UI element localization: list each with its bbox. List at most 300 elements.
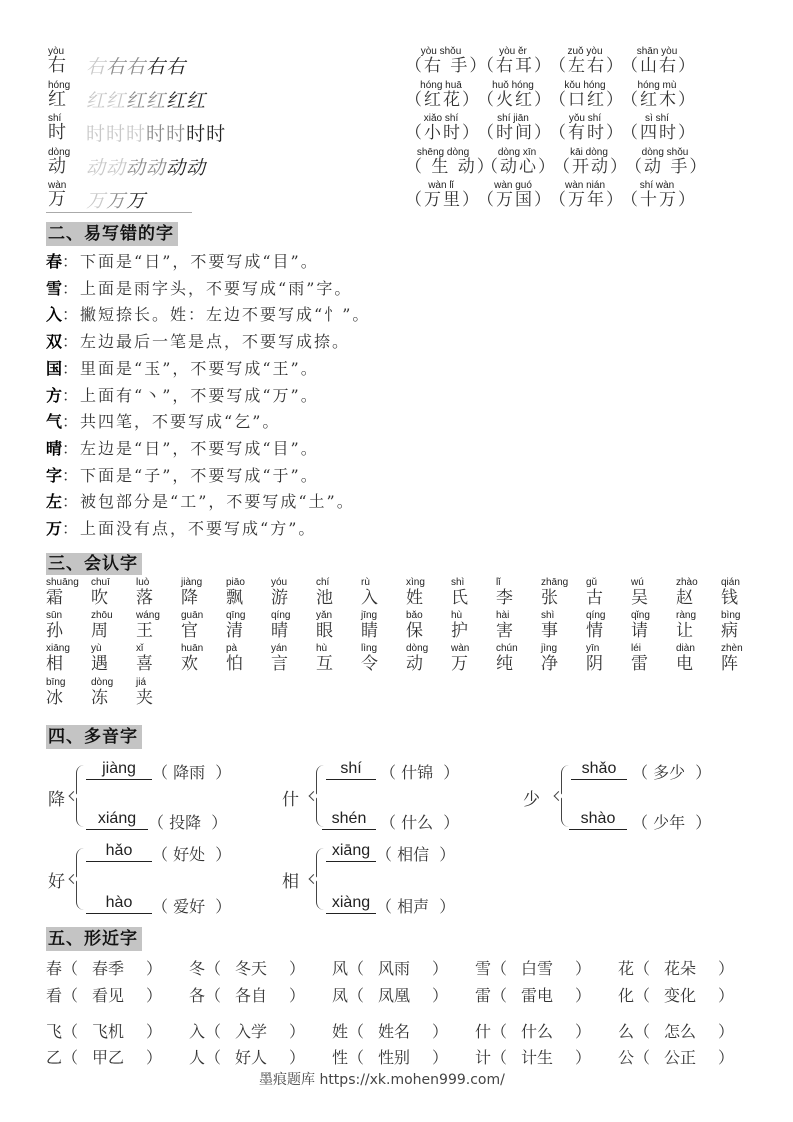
paren-open: （: [62, 1048, 79, 1067]
rule-text: ：上面有“丶”，不要写成“万”。: [62, 386, 319, 405]
word-item: [405, 46, 489, 76]
char-pinyin: rù: [361, 577, 370, 588]
char-pinyin: yán: [271, 643, 288, 654]
similar-char-item: [189, 983, 305, 1006]
paren-open: （: [491, 1022, 508, 1041]
example-word: （ 相声 ）: [376, 897, 456, 916]
paren-open: （: [348, 1048, 365, 1067]
char-pinyin: zhèn: [721, 643, 743, 654]
word-text: （火红）: [477, 90, 553, 110]
char-pinyin: shuāng: [46, 577, 79, 588]
rule-item: [46, 409, 280, 435]
word-item: [477, 180, 553, 210]
char-hanzi: 冻: [91, 688, 108, 708]
recognize-char-item: [541, 611, 581, 640]
word-item: [625, 147, 709, 177]
paren-open: （: [491, 959, 508, 978]
recognize-char-item: [181, 578, 221, 607]
char-pinyin: pà: [226, 643, 238, 654]
example-word: 怎么: [664, 1022, 697, 1041]
char-pinyin: hù: [316, 643, 328, 654]
word-text: （有时）: [549, 123, 625, 143]
word-item: [621, 46, 697, 76]
recognize-char-item: [316, 578, 356, 607]
rule-char: 晴: [46, 439, 63, 458]
recognize-char-item: [406, 578, 446, 607]
word-item: [549, 180, 625, 210]
section-title-easy-mistakes: 二、易写错的字: [46, 222, 178, 246]
word-pinyin: hóng huā: [420, 80, 462, 91]
word-item: [481, 147, 557, 177]
paren-open: （: [634, 1022, 651, 1041]
paren-open: （: [348, 1022, 365, 1041]
char-hanzi: 保: [406, 621, 423, 641]
char-pinyin: diàn: [676, 643, 695, 654]
recognize-char-item: [676, 644, 716, 673]
stroke-step: 动: [166, 157, 187, 179]
recognize-char-item: [226, 611, 266, 640]
stroke-step: 时: [186, 123, 207, 145]
word-pinyin: yòu ěr: [499, 46, 527, 57]
paren-close: ）: [146, 1022, 163, 1041]
char-hanzi: 眼: [316, 621, 333, 641]
word-pinyin: hóng mù: [637, 80, 677, 91]
recognize-char-item: [541, 644, 581, 673]
similar-char: 冬: [189, 959, 206, 978]
char-pinyin: jīng: [361, 610, 378, 621]
char-hanzi: 互: [316, 654, 333, 674]
similar-char: 飞: [46, 1022, 63, 1041]
char-pinyin: chuī: [91, 577, 110, 588]
recognize-char-item: [496, 611, 536, 640]
section-title-polyphones: 四、多音字: [46, 725, 142, 749]
section-title-recognize: 三、会认字: [46, 553, 142, 575]
char-hanzi: 言: [271, 654, 288, 674]
char-hanzi: 夹: [136, 688, 153, 708]
similar-char: 么: [618, 1022, 635, 1041]
similar-char-item: [618, 1019, 734, 1042]
similar-char: 雷: [475, 986, 492, 1005]
recognize-char-item: [46, 678, 86, 707]
word-text: （万里）: [405, 190, 481, 210]
similar-char-item: [46, 1045, 162, 1068]
similar-char-item: [46, 983, 162, 1006]
stroke-step: 动: [186, 157, 207, 179]
paren-close: ）: [146, 959, 163, 978]
paren-close: ）: [718, 1022, 735, 1041]
word-pinyin: kāi dòng: [570, 147, 608, 158]
recognize-char-item: [136, 678, 176, 707]
word-pinyin: xiǎo shí: [423, 113, 459, 124]
recognize-char-item: [721, 611, 761, 640]
stroke-step: 万: [106, 190, 127, 212]
word-text: （万年）: [549, 190, 625, 210]
similar-char-item: [475, 1019, 591, 1042]
example-word: 变化: [664, 986, 697, 1005]
char-hanzi: 入: [361, 588, 378, 608]
recognize-char-item: [181, 611, 221, 640]
char-hanzi: 冰: [46, 688, 63, 708]
rule-item: [46, 516, 316, 542]
paren-close: ）: [432, 1048, 449, 1067]
rule-char: 字: [46, 466, 63, 485]
char-hanzi: 张: [541, 588, 558, 608]
char-hanzi: 吴: [631, 588, 648, 608]
rule-char: 方: [46, 386, 63, 405]
example-word: 入学: [235, 1022, 268, 1041]
word-pinyin: huǒ hóng: [492, 80, 534, 91]
char-pinyin: chún: [496, 643, 518, 654]
similar-char: 入: [189, 1022, 206, 1041]
stroke-step: 右: [166, 56, 187, 78]
similar-char: 乙: [46, 1048, 63, 1067]
char-hanzi: 纯: [496, 654, 513, 674]
char-pinyin: qíng: [271, 610, 291, 621]
word-text: （时间）: [477, 123, 553, 143]
char-pinyin: dòng: [91, 677, 114, 688]
example-word: （ 什么 ）: [380, 813, 460, 832]
stroke-step: 动: [126, 157, 147, 179]
char-pinyin: gǔ: [586, 577, 598, 588]
rule-item: [46, 302, 370, 328]
similar-char-item: [618, 983, 734, 1006]
polyphone-char: 好: [48, 872, 65, 892]
recognize-char-item: [91, 678, 131, 707]
recognize-char-item: [676, 578, 716, 607]
paren-close: ）: [289, 959, 306, 978]
recognize-char-item: [451, 644, 491, 673]
similar-char: 花: [618, 959, 635, 978]
char-block: [48, 181, 66, 209]
stroke-step: 动: [146, 157, 167, 179]
char-pinyin: piāo: [226, 577, 245, 588]
char-pinyin: shì: [541, 610, 555, 621]
rule-item: [46, 383, 319, 409]
paren-close: ）: [432, 1022, 449, 1041]
rule-item: [46, 436, 319, 462]
stroke-step: 动: [86, 157, 107, 179]
word-text: （山右）: [621, 56, 697, 76]
example-word: （ 相信 ）: [376, 845, 456, 864]
stroke-step: 红: [106, 90, 127, 112]
rule-char: 万: [46, 519, 63, 538]
similar-char: 人: [189, 1048, 206, 1067]
recognize-char-item: [406, 611, 446, 640]
paren-open: （: [205, 959, 222, 978]
recognize-char-item: [271, 644, 311, 673]
char-pinyin: yīn: [586, 643, 600, 654]
similar-char-item: [189, 1019, 305, 1042]
char-pinyin: hóng: [48, 80, 71, 91]
paren-close: ）: [718, 1048, 735, 1067]
similar-char: 化: [618, 986, 635, 1005]
stroke-step: 万: [126, 190, 147, 212]
pinyin-answer: shǎo: [571, 759, 627, 780]
word-item: [621, 180, 697, 210]
similar-char: 凤: [332, 986, 349, 1005]
similar-char-item: [475, 983, 591, 1006]
char-pinyin: yù: [91, 643, 102, 654]
similar-char-item: [475, 1045, 591, 1068]
footer-watermark: 墨痕题库 https://xk.mohen999.com/: [259, 1072, 505, 1088]
similar-char-item: [618, 956, 734, 979]
rule-text: ：上面是雨字头，不要写成“雨”字。: [62, 279, 353, 298]
char-hanzi: 姓: [406, 588, 423, 608]
char-pinyin: wàn: [48, 180, 67, 191]
char-main: 红: [48, 89, 66, 110]
word-item: [405, 113, 481, 143]
stroke-step: 红: [186, 90, 207, 112]
recognize-char-item: [361, 578, 401, 607]
paren-close: ）: [718, 959, 735, 978]
char-hanzi: 事: [541, 621, 558, 641]
char-pinyin: zhāng: [541, 577, 569, 588]
char-main: 万: [48, 189, 66, 210]
char-hanzi: 孙: [46, 621, 63, 641]
pinyin-answer: jiàng: [86, 759, 152, 780]
stroke-step: 时: [146, 123, 167, 145]
char-hanzi: 万: [451, 654, 468, 674]
char-pinyin: qíng: [586, 610, 606, 621]
recognize-char-item: [316, 611, 356, 640]
char-hanzi: 王: [136, 621, 153, 641]
char-hanzi: 遇: [91, 654, 108, 674]
paren-close: ）: [575, 1048, 592, 1067]
rule-char: 入: [46, 305, 63, 324]
rule-text: ：左边最后一笔是点，不要写成捺。: [62, 332, 351, 351]
stroke-step: 红: [146, 90, 167, 112]
char-pinyin: yǎn: [316, 610, 333, 621]
word-pinyin: wàn lǐ: [428, 180, 454, 191]
char-pinyin: xiāng: [46, 643, 70, 654]
char-main: 动: [48, 156, 66, 177]
char-pinyin: xǐ: [136, 643, 144, 654]
paren-close: ）: [289, 1022, 306, 1041]
pinyin-answer: xiāng: [326, 841, 376, 862]
example-word: 甲乙: [92, 1048, 125, 1067]
word-item: [549, 46, 625, 76]
recognize-char-item: [91, 611, 131, 640]
char-hanzi: 雷: [631, 654, 648, 674]
divider: [46, 212, 192, 213]
pinyin-answer: xiáng: [86, 809, 148, 830]
paren-open: （: [634, 986, 651, 1005]
similar-char-item: [332, 956, 448, 979]
stroke-step: 时: [206, 123, 227, 145]
char-hanzi: 护: [451, 621, 468, 641]
word-item: [477, 46, 553, 76]
recognize-char-item: [631, 578, 671, 607]
rule-item: [46, 463, 319, 489]
recognize-char-item: [721, 578, 761, 607]
example-word: （ 降雨 ）: [152, 763, 232, 782]
paren-open: （: [62, 1022, 79, 1041]
recognize-char-item: [46, 611, 86, 640]
word-text: （万国）: [477, 190, 553, 210]
rule-item: [46, 276, 352, 302]
example-word: 冬天: [235, 959, 268, 978]
char-hanzi: 让: [676, 621, 693, 641]
word-text: （四时）: [621, 123, 697, 143]
paren-close: ）: [146, 986, 163, 1005]
char-hanzi: 睛: [361, 621, 378, 641]
recognize-char-item: [91, 644, 131, 673]
example-word: 白雪: [521, 959, 554, 978]
char-hanzi: 动: [406, 654, 423, 674]
char-pinyin: zhōu: [91, 610, 113, 621]
stroke-step: 动: [106, 157, 127, 179]
recognize-char-item: [586, 611, 626, 640]
pinyin-answer: shào: [569, 809, 627, 830]
rule-char: 春: [46, 252, 63, 271]
char-pinyin: chí: [316, 577, 330, 588]
example-word: 花朵: [664, 959, 697, 978]
paren-open: （: [491, 986, 508, 1005]
word-item: [405, 80, 481, 110]
char-hanzi: 欢: [181, 654, 198, 674]
example-word: 各自: [235, 986, 268, 1005]
char-hanzi: 落: [136, 588, 153, 608]
rule-text: ：下面是“日”，不要写成“目”。: [62, 252, 319, 271]
example-word: （ 什锦 ）: [380, 763, 460, 782]
char-pinyin: xìng: [406, 577, 425, 588]
char-hanzi: 净: [541, 654, 558, 674]
char-pinyin: wàn: [451, 643, 470, 654]
similar-char-item: [46, 1019, 162, 1042]
example-word: 好人: [235, 1048, 268, 1067]
word-pinyin: dòng shǒu: [641, 147, 689, 158]
rule-text: ：共四笔，不要写成“乞”。: [62, 412, 281, 431]
char-pinyin: guān: [181, 610, 204, 621]
char-pinyin: luò: [136, 577, 150, 588]
rule-text: ：左边是“日”，不要写成“目”。: [62, 439, 319, 458]
example-word: （ 好处 ）: [152, 845, 232, 864]
stroke-step: 时: [166, 123, 187, 145]
rule-text: ：撇短捺长。姓：左边不要写成“忄”。: [62, 305, 371, 324]
example-word: 春季: [92, 959, 125, 978]
word-pinyin: shēng dòng: [416, 147, 470, 158]
char-pinyin: jiàng: [181, 577, 203, 588]
paren-close: ）: [575, 1022, 592, 1041]
char-hanzi: 相: [46, 654, 63, 674]
section-title-similar-chars: 五、形近字: [46, 927, 142, 951]
polyphone-char: 相: [282, 872, 299, 892]
similar-char: 看: [46, 986, 63, 1005]
char-hanzi: 请: [631, 621, 648, 641]
recognize-char-item: [586, 578, 626, 607]
similar-char-item: [618, 1045, 734, 1068]
word-text: （动心）: [481, 157, 557, 177]
rule-text: ：被包部分是“工”，不要写成“土”。: [62, 492, 355, 511]
recognize-char-item: [676, 611, 716, 640]
similar-char-item: [189, 1045, 305, 1068]
similar-char: 风: [332, 959, 349, 978]
recognize-char-item: [721, 644, 761, 673]
char-pinyin: wáng: [136, 610, 160, 621]
pinyin-answer: hǎo: [86, 841, 152, 862]
char-hanzi: 害: [496, 621, 513, 641]
word-text: （ 生 动）: [405, 157, 496, 177]
stroke-step: 时: [126, 123, 147, 145]
paren-open: （: [205, 986, 222, 1005]
example-word: 姓名: [378, 1022, 411, 1041]
char-hanzi: 降: [181, 588, 198, 608]
word-pinyin: wàn guó: [494, 180, 532, 191]
word-text: （红花）: [405, 90, 481, 110]
word-pinyin: shí jiān: [497, 113, 529, 124]
similar-char: 什: [475, 1022, 492, 1041]
similar-char-item: [332, 1045, 448, 1068]
char-hanzi: 氏: [451, 588, 468, 608]
char-hanzi: 池: [316, 588, 333, 608]
example-word: 性别: [378, 1048, 411, 1067]
char-hanzi: 李: [496, 588, 513, 608]
similar-char: 姓: [332, 1022, 349, 1041]
char-pinyin: dòng: [406, 643, 429, 654]
paren-close: ）: [575, 986, 592, 1005]
paren-open: （: [491, 1048, 508, 1067]
similar-char: 性: [332, 1048, 349, 1067]
paren-open: （: [62, 986, 79, 1005]
word-item: [477, 80, 553, 110]
char-pinyin: bìng: [721, 610, 741, 621]
recognize-char-item: [316, 644, 356, 673]
word-text: （右耳）: [477, 56, 553, 76]
similar-char: 公: [618, 1048, 635, 1067]
rule-item: [46, 356, 319, 382]
char-pinyin: ràng: [676, 610, 697, 621]
char-pinyin: yóu: [271, 577, 288, 588]
char-pinyin: shí: [48, 113, 62, 124]
word-item: [549, 80, 625, 110]
char-pinyin: qǐng: [631, 610, 650, 621]
paren-open: （: [205, 1048, 222, 1067]
example-word: 什么: [521, 1022, 554, 1041]
recognize-char-item: [631, 644, 671, 673]
rule-item: [46, 329, 350, 355]
recognize-char-item: [136, 578, 176, 607]
word-pinyin: wàn nián: [564, 180, 606, 191]
word-pinyin: dòng xīn: [497, 147, 537, 158]
pinyin-answer: xiàng: [326, 893, 376, 914]
word-pinyin: shān yòu: [636, 46, 678, 57]
char-pinyin: hù: [451, 610, 463, 621]
rule-text: ：下面是“子”，不要写成“于”。: [62, 466, 319, 485]
char-pinyin: zhào: [676, 577, 698, 588]
example-word: 计生: [521, 1048, 554, 1067]
stroke-order: [86, 119, 226, 146]
pinyin-answer: shí: [326, 759, 376, 780]
similar-char: 春: [46, 959, 63, 978]
paren-close: ）: [432, 986, 449, 1005]
stroke-step: 万: [86, 190, 107, 212]
char-pinyin: shì: [451, 577, 465, 588]
char-pinyin: léi: [631, 643, 642, 654]
recognize-char-item: [226, 644, 266, 673]
stroke-order: [86, 86, 206, 113]
recognize-char-item: [496, 578, 536, 607]
word-item: [477, 113, 553, 143]
char-hanzi: 周: [91, 621, 108, 641]
recognize-char-item: [136, 611, 176, 640]
char-pinyin: lǐ: [496, 577, 501, 588]
word-pinyin: zuǒ yòu: [567, 46, 603, 57]
recognize-char-item: [586, 644, 626, 673]
recognize-char-item: [361, 644, 401, 673]
word-item: [405, 180, 481, 210]
paren-close: ）: [289, 1048, 306, 1067]
recognize-char-item: [496, 644, 536, 673]
